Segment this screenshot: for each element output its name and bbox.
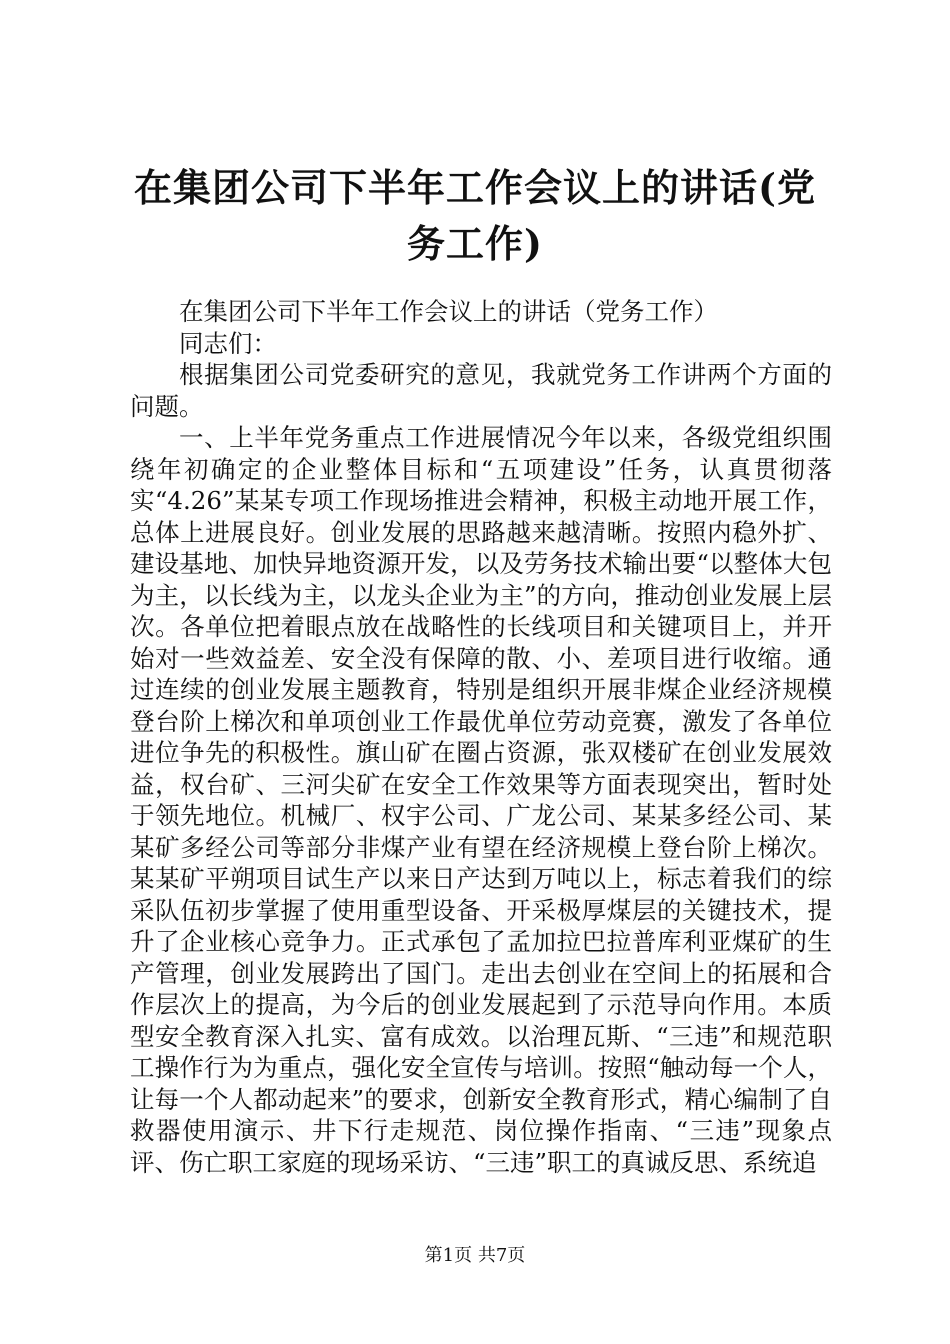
page-number-footer: 第1页 共7页 xyxy=(424,1245,526,1266)
body-paragraph: 一、上半年党务重点工作进展情况今年以来，各级党组织围绕年初确定的企业整体目标和“五项建设”任务，认真贯彻落实“4.26”某某专项工作现场推进会精神，积极主动地开展工作，总体上进展良好。创业发展的思路越来越清晰。按照内稳外扩、建设基地、加快异地资源开发，以及劳务技术输出要“以整体大包为主，以长线为主，以龙头企业为主”的方向，推动创业发展上层次。各单位把着眼点放在战略性的长线项目和关键项目上，并开始对一些效益差、安全没有保障的散、小、差项目进行收缩。通过连续的创业发展主题教育，特别是组织开展非煤企业经济规模登台阶上梯次和单项创业工作最优单位劳动竞赛，激发了各单位进位争先的积极性。旗山矿在圈占资源，张双楼矿在创业发展效益，权台矿、三河尖矿在安全工作效果等方面表现突出，暂时处于领先地位。机械厂、权宇公司、广龙公司、某某多经公司、某某矿多经公司等部分非煤产业有望在经济规模上登台阶上梯次。某某矿平朔项目试生产以来日产达到万吨以上，标志着我们的综采队伍初步掌握了使用重型设备、开采极厚煤层的关键技术，提升了企业核心竞争力。正式承包了孟加拉巴拉普库利亚煤矿的生产管理，创业发展跨出了国门。走出去创业在空间上的拓展和合作层次上的提高，为今后的创业发展起到了示范导向作用。本质型安全教育深入扎实、富有成效。以治理瓦斯、“三违”和规范职工操作行为为重点，强化安全宣传与培训。按照“触动每一个人，让每一个人都动起来”的要求，创新安全教育形式，精心编制了自救器使用演示、井下行走规范、岗位操作指南、“三违”现象点评、伤亡职工家庭的现场采访、“三违”职工的真诚反思、系统追 xyxy=(130,423,832,1177)
body-paragraph: 根据集团公司党委研究的意见，我就党务工作讲两个方面的问题。 xyxy=(130,360,832,421)
body-paragraph: 在集团公司下半年工作会议上的讲话（党务工作） xyxy=(179,297,718,326)
document-body xyxy=(130,296,832,1178)
body-paragraph: 同志们： xyxy=(179,328,277,358)
document-title: 在集团公司下半年工作会议上的讲话(党务工作) xyxy=(134,165,816,266)
